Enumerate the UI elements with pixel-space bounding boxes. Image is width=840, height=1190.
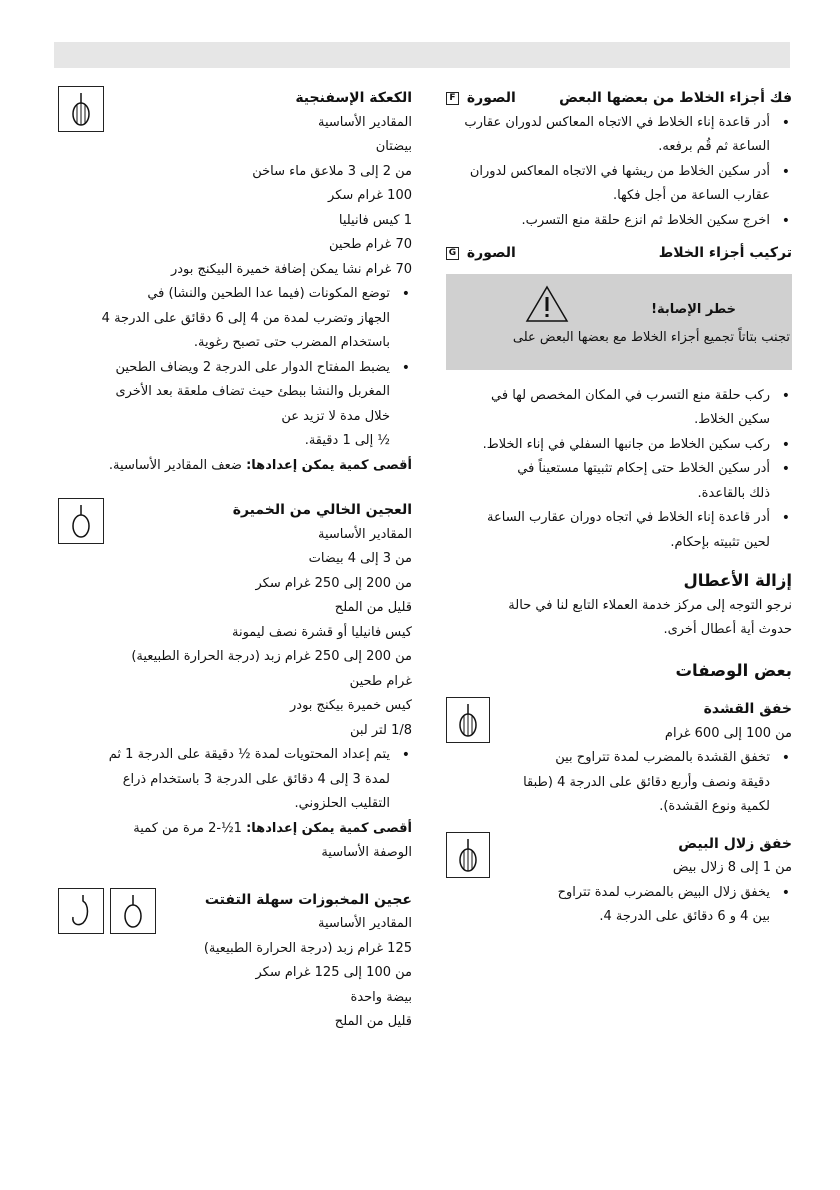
cream-whisk-icon-frame [446, 697, 490, 743]
ingredient: 125 غرام زبد (درجة الحرارة الطبيعية) [203, 940, 412, 956]
assemble-step-3: • أدر سكين الخلاط حتى إحكام تثبيتها مستعيناً في ذلك بالقاعدة. [446, 457, 792, 506]
assemble-step-1: • ركب حلقة منع التسرب في المكان المخصص لها في سكين الخلاط. [446, 384, 792, 433]
troubleshooting-line-2: حدوث أية أعطال أخرى. [663, 622, 792, 637]
troubleshooting-line-1: نرجو التوجه إلى مركز خدمة العملاء التابع لنا في حالة [508, 597, 792, 613]
assemble-title: تركيب أجزاء الخلاط [658, 245, 792, 261]
warning-title: خطر الإصابة! [651, 301, 736, 317]
eggwhite-section [446, 832, 792, 930]
recipes-title: بعض الوصفات [675, 660, 792, 680]
ingredient: من 2 إلى 3 ملاعق ماء ساخن [252, 163, 412, 179]
ingredient: كيس فانيليا أو قشرة نصف ليمونة [232, 624, 412, 640]
eggwhite-title: خفق زلال البيض [678, 835, 792, 852]
whisk-icon [111, 889, 155, 933]
ingredient: من 100 إلى 125 غرام سكر [255, 965, 412, 980]
ingredient: كيس خميرة بيكنج بودر [290, 698, 412, 713]
ingredient: قليل من الملح [334, 1014, 412, 1029]
disassemble-step-3: • اخرج سكين الخلاط ثم انزع حلقة منع التسرب. [446, 209, 792, 234]
assemble-heading [446, 241, 792, 266]
troubleshooting-title: إزالة الأعطال [683, 571, 792, 590]
ingredient: 1 كيس فانيليا [338, 212, 412, 228]
right-column [446, 86, 792, 1086]
ingredient: 70 غرام طحين [328, 237, 412, 252]
ingredient: من 200 إلى 250 غرام زبد (درجة الحرارة الطبيعية) [131, 649, 412, 664]
ingredient: غرام طحين [349, 673, 412, 689]
disassemble-step-1: • أدر قاعدة إناء الخلاط في الاتجاه المعاكس لدوران عقارب الساعة ثم قُم برفعه. [446, 111, 792, 160]
disassemble-step-2: • أدر سكين الخلاط من ريشها في الاتجاه المعاكس لدوران عقارب الساعة من أجل فكها. [446, 160, 792, 209]
page-header-bar [54, 42, 790, 68]
yeastfree-title: العجين الخالي من الخميرة [232, 502, 412, 518]
yeastfree-max-quantity: أقصى كمية يمكن إعدادها: 1½-2 مرة من كمية [133, 820, 412, 836]
assemble-step-2: • ركب سكين الخلاط من جانبها السفلي في إناء الخلاط. [446, 433, 792, 458]
yeastfree-whisk-icon-frame [58, 498, 104, 544]
dough-hook-icon [59, 889, 103, 933]
whisk-icon [59, 87, 103, 131]
crumble-hook-icon-frame [58, 888, 104, 934]
figure-letter-g: G [446, 247, 459, 260]
whisk-icon [447, 833, 489, 877]
disassemble-title: فك أجزاء الخلاط من بعضها البعض [559, 90, 792, 106]
eggwhite-amount: من 1 إلى 8 زلال بيض [672, 860, 792, 875]
ingredient: من 3 إلى 4 بيضات [308, 551, 412, 566]
whisk-icon [59, 499, 103, 543]
crumble-basic-label: المقادير الأساسية [317, 916, 412, 931]
ingredient: بيضتان [375, 139, 412, 154]
cream-section [446, 697, 792, 820]
warning-text: تجنب بتاتاً تجميع أجزاء الخلاط مع بعضها البعض على [512, 329, 790, 345]
ingredient: من 200 إلى 250 غرام سكر [255, 575, 412, 591]
ingredient: قليل من الملح [334, 600, 412, 615]
sponge-step-2: • يضبط المفتاح الدوار على الدرجة 2 ويضاف الطحين المغربل والنشا ببطئ حيث تضاف ملعقة بعد الأخرى خلال مدة لا تزيد عن ½ إلى 1 دقيقة. [54, 356, 412, 454]
ingredient: بيضة واحدة [350, 989, 412, 1005]
cream-amount: من 100 إلى 600 غرام [664, 725, 792, 741]
ingredient: 70 غرام نشا يمكن إضافة خميرة البيكنج بودر [170, 261, 412, 277]
cream-step-1: • تخفق القشدة بالمضرب لمدة تتراوح بين دقيقة ونصف وأربع دقائق على الدرجة 4 (طبقا لكمية ونوع القشدة). [446, 746, 792, 820]
warning-box [446, 274, 792, 370]
figure-ref-g: الصورة G [446, 241, 516, 266]
eggwhite-whisk-icon-frame [446, 832, 490, 878]
crumble-section [54, 888, 412, 1035]
left-column [54, 86, 412, 1086]
figure-ref-f: الصورة F [446, 86, 516, 111]
ingredient: 100 غرام سكر [328, 188, 412, 203]
crumble-title: عجين المخبوزات سهلة التفتت [204, 891, 412, 908]
figure-letter-f: F [446, 92, 459, 105]
yeastfree-basic-label: المقادير الأساسية [317, 526, 412, 542]
sponge-whisk-icon-frame [58, 86, 104, 132]
eggwhite-step-1: • يخفق زلال البيض بالمضرب لمدة تتراوح بين 4 و 6 دقائق على الدرجة 4. [446, 881, 792, 930]
crumble-whisk-icon-frame [110, 888, 156, 934]
whisk-icon [447, 698, 489, 742]
warning-triangle-icon [524, 284, 570, 324]
cream-title: خفق القشدة [703, 701, 792, 717]
disassemble-heading [446, 86, 792, 111]
sponge-title: الكعكة الإسفنجية [295, 90, 412, 106]
yeastfree-step-1: • يتم إعداد المحتويات لمدة ½ دقيقة على الدرجة 1 ثم لمدة 3 إلى 4 دقائق على الدرجة 3 باستخدام ذراع التقليب الحلزوني. [54, 743, 412, 817]
sponge-step-1: • توضع المكونات (فيما عدا الطحين والنشا) في الجهاز وتضرب لمدة من 4 إلى 6 دقائق على الدرجة 4 باستخدام المضرب حتى تصبح رغوية. [54, 282, 412, 356]
yeastfree-section [54, 498, 412, 866]
sponge-section [54, 86, 412, 478]
assemble-step-4: • أدر قاعدة إناء الخلاط في اتجاه دوران عقارب الساعة لحين تثبيته بإحكام. [446, 506, 792, 555]
sponge-max-quantity: أقصى كمية يمكن إعدادها: ضعف المقادير الأساسية. [108, 457, 412, 473]
ingredient: 1/8 لتر لبن [349, 722, 412, 738]
yeastfree-max-quantity-cont: الوصفة الأساسية [321, 845, 412, 860]
sponge-basic-label: المقادير الأساسية [317, 114, 412, 130]
